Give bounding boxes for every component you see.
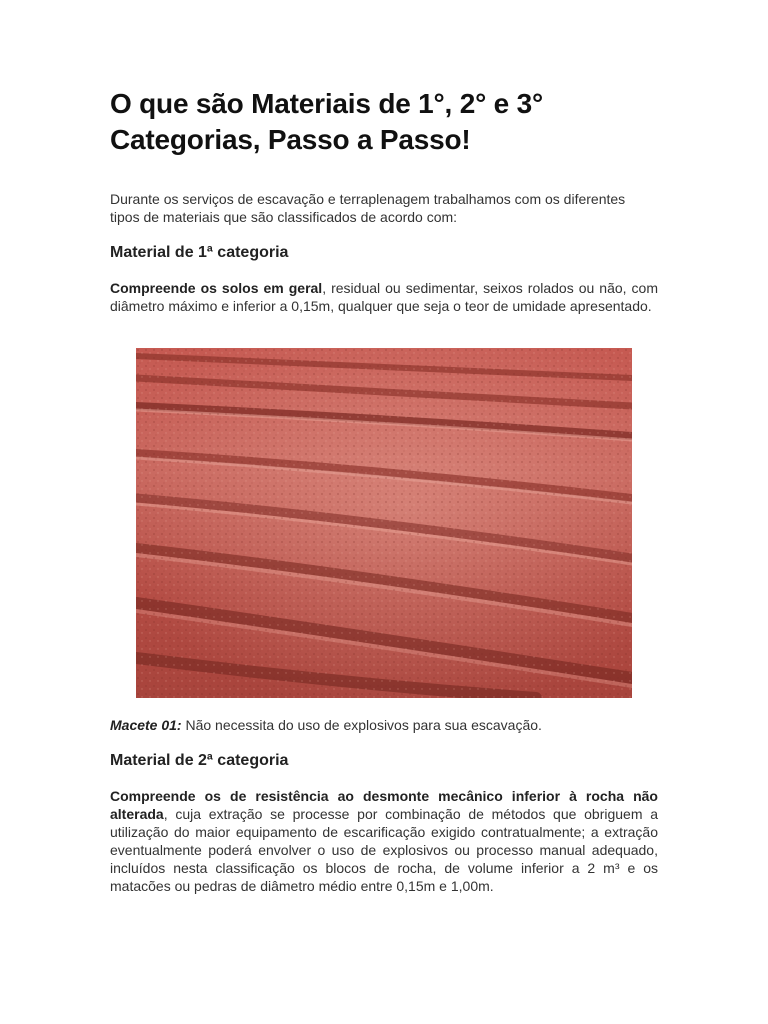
section-1-paragraph	[110, 279, 658, 315]
section-1-text: , residual ou sedimentar, seixos rolados ou não, com diâmetro máximo e inferior a 0,15m, qualquer que seja o teor de umidade apresentado.	[110, 280, 658, 314]
page-title: O que são Materiais de 1°, 2° e 3° Categorias, Passo a Passo!	[110, 88, 543, 155]
intro-paragraph: Durante os serviços de escavação e terraplenagem trabalhamos com os diferentes tipos de materiais que são classificados de acordo com:	[110, 191, 626, 225]
section-2-paragraph	[110, 787, 658, 895]
section-2-heading: Material de 2ª categoria	[110, 752, 289, 769]
tip-label: Macete 01:	[110, 717, 182, 733]
tip-text: Não necessita do uso de explosivos para sua escavação.	[181, 717, 542, 733]
section-2-text: , cuja extração se processe por combinação de métodos que obriguem a utilização do maior equipamento de escarificação exigido contratualmente; a extração eventualmente poderá envolver o uso de explosivos ou processo manual adequado, incluídos nesta classificação os blocos de rocha, de volume inferior a 2 m³ e os matacões ou pedras de diâmetro médio entre 0,15m e 1,00m.	[110, 806, 658, 894]
soil-photo	[136, 348, 632, 698]
section-2-lead: Compreende os de resistência ao desmonte mecânico inferior à rocha não alterada	[110, 788, 658, 822]
soil-photo-illustration	[136, 348, 632, 698]
section-1-lead: Compreende os solos em geral	[110, 280, 323, 296]
section-1-heading: Material de 1ª categoria	[110, 244, 289, 261]
tip-line	[110, 716, 542, 734]
document-page	[110, 86, 658, 894]
